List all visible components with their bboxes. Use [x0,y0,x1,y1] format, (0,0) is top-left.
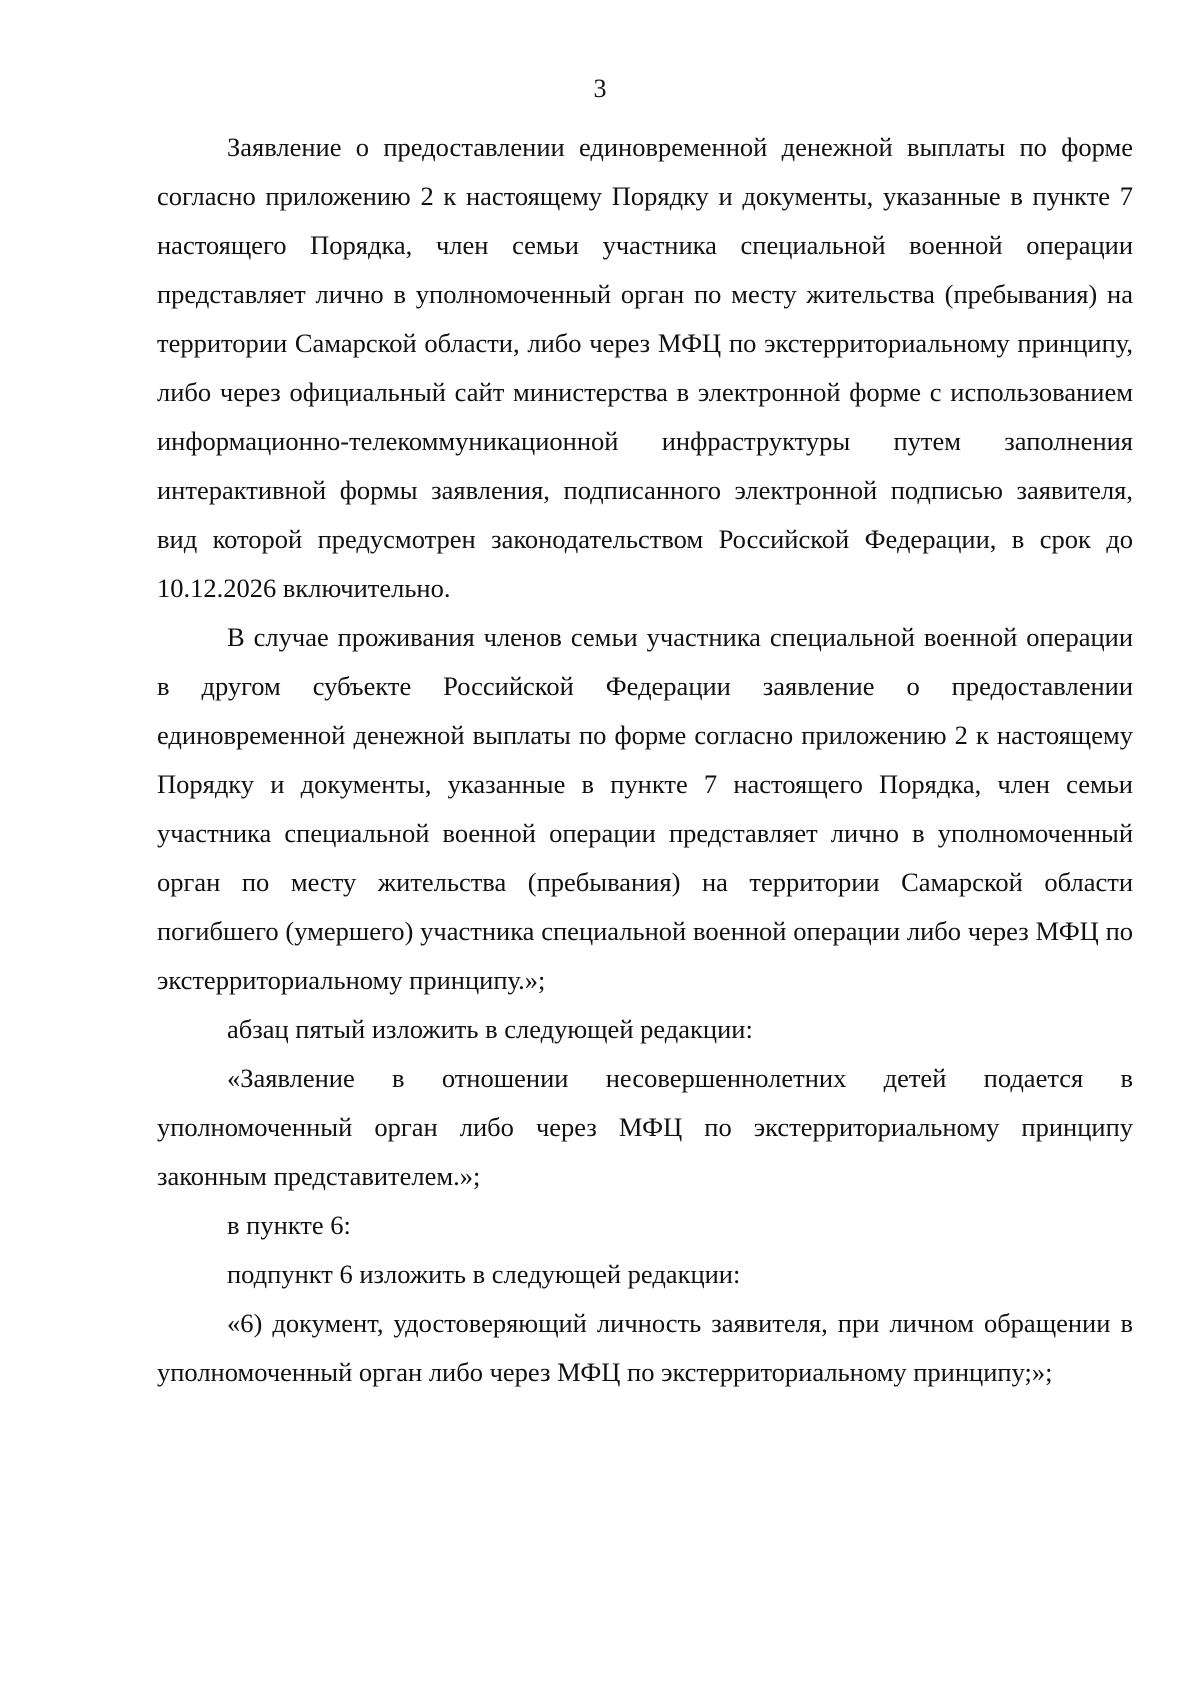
paragraph-application-submission: Заявление о предоставлении единовременной денежной выплаты по форме согласно приложению 2 к настоящему Порядку и документы, указанные в пункте 7 настоящего Порядка, член семьи участника специальной военной операции представляет лично в уполномоченный орган по месту жительства (пребывания) на территории Самарской области, либо через МФЦ по экстерриториальному принципу, либо через официальный сайт министерства в электронной форме с использованием информационно-телекоммуникационной инфраструктуры путем заполнения интерактивной формы заявления, подписанного электронной подписью заявителя, вид которой предусмотрен законодательством Российской Федерации, в срок до 10.12.2026 включительно. [157,132,1133,603]
paragraph-point-6: в пункте 6: [227,1210,351,1240]
paragraph-identity-document: «6) документ, удостоверяющий личность заявителя, при личном обращении в уполномоченный орган либо через МФЦ по экстерриториальному принципу;»; [157,1308,1133,1387]
document-body [157,123,1133,1397]
paragraph-minors-application: «Заявление в отношении несовершеннолетних детей подается в уполномоченный орган либо через МФЦ по экстерриториальному принципу законным представителем.»; [157,1063,1133,1191]
paragraph-fifth-abstract-amendment: абзац пятый изложить в следующей редакции: [227,1014,753,1044]
paragraph-subpoint-6-amendment: подпункт 6 изложить в следующей редакции: [227,1259,741,1289]
paragraph-other-region-residence: В случае проживания членов семьи участника специальной военной операции в другом субъекте Российской Федерации заявление о предоставлении единовременной денежной выплаты по форме согласно приложению 2 к настоящему Порядку и документы, указанные в пункте 7 настоящего Порядка, член семьи участника специальной военной операции представляет лично в уполномоченный орган по месту жительства (пребывания) на территории Самарской области погибшего (умершего) участника специальной военной операции либо через МФЦ по экстерриториальному принципу.»; [157,622,1133,995]
page-number: 3 [593,74,607,103]
